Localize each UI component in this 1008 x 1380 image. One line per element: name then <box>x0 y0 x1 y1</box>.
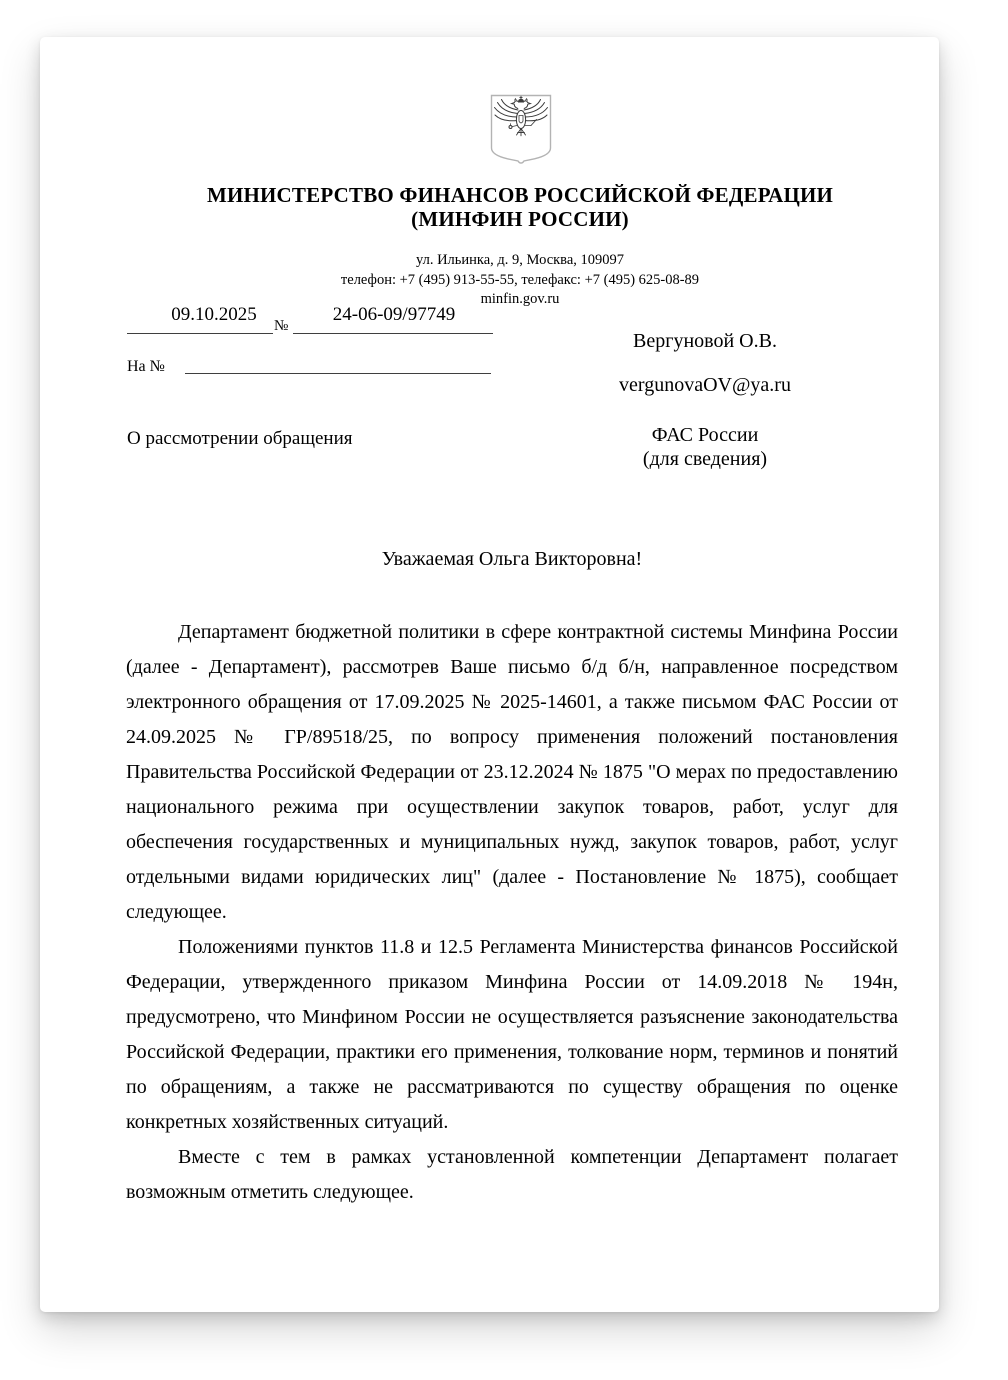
ministry-title-line1: МИНИСТЕРСТВО ФИНАНСОВ РОССИЙСКОЙ ФЕДЕРАЦИИ <box>206 183 834 207</box>
body-paragraph: Положениями пунктов 11.8 и 12.5 Регламента Министерства финансов Российской Федерации, утвержденного приказом Минфина России от 14.09.2018 № 194н, предусмотрено, что Минфином России не осуществляется разъяснение законодательства Российской Федерации, практики его применения, толкование норм, терминов и понятий по обращениям, а также не рассматриваются по существу обращения по оценке конкретных хозяйственных ситуаций. <box>126 936 898 1133</box>
reply-to-underline <box>185 373 491 374</box>
reply-to-number-label: На № <box>127 358 165 375</box>
ministry-contact-block <box>126 251 914 310</box>
addressee-email: vergunovaOV@ya.ru <box>619 374 791 396</box>
addressee-name: Вергуновой О.В. <box>633 330 777 352</box>
letter-subject: О рассмотрении обращения <box>127 428 353 449</box>
salutation: Уважаемая Ольга Викторовна! <box>381 548 643 570</box>
ministry-website: minfin.gov.ru <box>480 291 560 307</box>
coat-of-arms-emblem <box>488 93 554 167</box>
double-headed-eagle-icon <box>488 93 554 167</box>
body-paragraph: Вместе с тем в рамках установленной компетенции Департамент полагает возможным отметить следующее. <box>126 1146 898 1203</box>
ministry-letterhead-title <box>126 183 914 231</box>
ministry-address: ул. Ильинка, д. 9, Москва, 109097 <box>415 252 625 268</box>
body-paragraph: Департамент бюджетной политики в сфере контрактной системы Минфина России (далее - Департамент), рассмотрев Ваше письмо б/д б/н, направленное посредством электронного обращения от 17.09.2025 № 2025-14601, а также письмом ФАС России от 24.09.2025 № ГР/89518/25, по вопросу применения положений постановления Правительства Российской Федерации от 23.12.2024 № 1875 "О мерах по предоставлению национального режима при осуществлении закупок товаров, работ, услуг для обеспечения государственных и муниципальных нужд, закупок товаров, работ, услуг отдельными видами юридических лиц" (далее - Постановление № 1875), сообщает следующее. <box>126 621 898 923</box>
number-underline <box>293 333 493 334</box>
addressee-block <box>540 329 870 471</box>
document-page <box>40 37 939 1312</box>
ministry-title-line2: (МИНФИН РОССИИ) <box>411 207 629 231</box>
letter-body <box>126 615 898 1210</box>
ministry-phone: телефон: +7 (495) 913-55-55, телефакс: +7 (495) 625-08-89 <box>340 271 700 288</box>
letter-number: 24-06-09/97749 <box>332 304 456 325</box>
number-sign-label: № <box>274 318 289 334</box>
letter-date: 09.10.2025 <box>171 304 257 325</box>
copy-recipient: ФАС России <box>651 424 759 446</box>
copy-note: (для сведения) <box>642 448 768 470</box>
date-underline <box>127 333 273 334</box>
